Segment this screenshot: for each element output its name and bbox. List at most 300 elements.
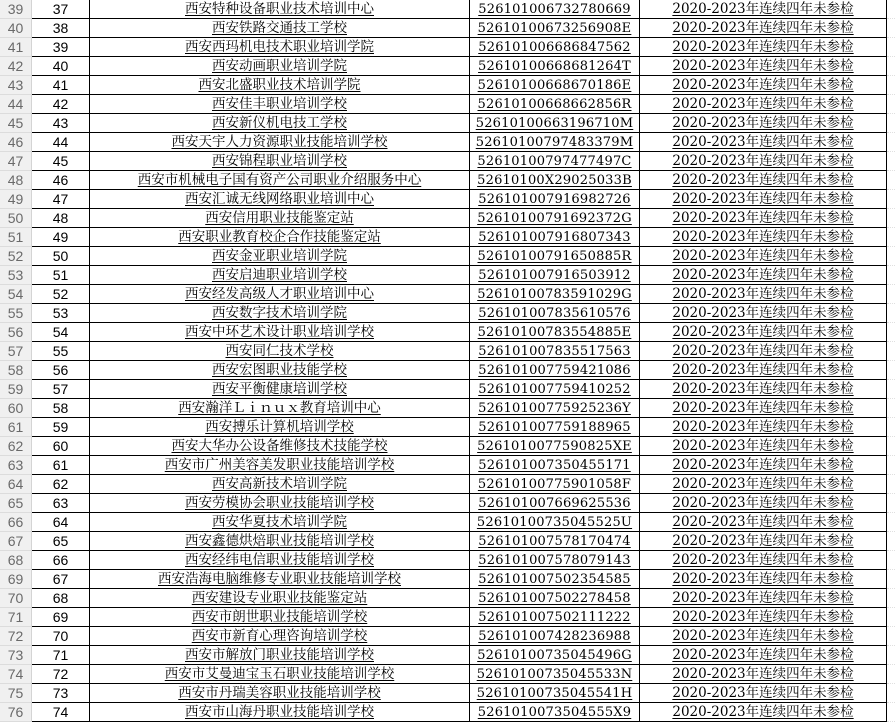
row-header[interactable]: 39: [0, 0, 32, 19]
status-text: 2020-2023年连续四年未参检: [672, 134, 854, 150]
org-name-text: 西安汇诚无线网络职业培训中心: [185, 191, 374, 207]
status-cell[interactable]: [640, 76, 887, 95]
status-cell[interactable]: [640, 380, 887, 399]
credit-code-text: 526101007759421086: [478, 363, 631, 378]
seq-cell[interactable]: 63: [32, 494, 90, 513]
credit-code-text: 52610100673256908E: [477, 21, 632, 36]
empty-cell[interactable]: [887, 95, 895, 114]
credit-code-cell[interactable]: [470, 76, 640, 95]
org-name-cell[interactable]: [90, 76, 470, 95]
status-cell[interactable]: [640, 38, 887, 57]
row-header[interactable]: 61: [0, 418, 32, 437]
table-row: [0, 19, 895, 38]
seq-cell[interactable]: 47: [32, 190, 90, 209]
row-header[interactable]: 76: [0, 703, 32, 722]
status-cell[interactable]: [640, 684, 887, 703]
empty-cell[interactable]: [887, 570, 895, 589]
credit-code-cell[interactable]: [470, 418, 640, 437]
credit-code-text: 526101006732780669: [478, 2, 631, 17]
credit-code-text: 526101007578079143: [478, 553, 631, 568]
seq-cell[interactable]: 64: [32, 513, 90, 532]
org-name-text: 西安高新技术培训学院: [212, 476, 347, 492]
seq-cell[interactable]: 72: [32, 665, 90, 684]
status-cell[interactable]: [640, 247, 887, 266]
seq-cell[interactable]: 44: [32, 133, 90, 152]
seq-cell[interactable]: 37: [32, 0, 90, 19]
status-cell[interactable]: [640, 342, 887, 361]
status-cell[interactable]: [640, 570, 887, 589]
empty-cell[interactable]: [887, 342, 895, 361]
row-header[interactable]: 65: [0, 494, 32, 513]
row-header[interactable]: 64: [0, 475, 32, 494]
org-name-cell[interactable]: [90, 437, 470, 456]
empty-cell[interactable]: [887, 627, 895, 646]
table-row: [0, 494, 895, 513]
credit-code-text: 526101007835517563: [478, 344, 631, 359]
empty-cell[interactable]: [887, 323, 895, 342]
org-name-cell[interactable]: [90, 114, 470, 133]
table-row: [0, 323, 895, 342]
status-cell[interactable]: [640, 437, 887, 456]
empty-cell[interactable]: [887, 380, 895, 399]
credit-code-text: 52610100735045533N: [476, 667, 633, 682]
org-name-cell[interactable]: [90, 551, 470, 570]
seq-cell[interactable]: 57: [32, 380, 90, 399]
status-cell[interactable]: [640, 456, 887, 475]
credit-code-text: 52610100783554885E: [477, 325, 632, 340]
org-name-cell[interactable]: [90, 570, 470, 589]
row-header[interactable]: 69: [0, 570, 32, 589]
org-name-cell[interactable]: [90, 703, 470, 722]
seq-cell[interactable]: 56: [32, 361, 90, 380]
row-header[interactable]: 59: [0, 380, 32, 399]
org-name-text: 西安同仁技术学校: [225, 343, 334, 359]
credit-code-cell[interactable]: [470, 323, 640, 342]
row-header[interactable]: 40: [0, 19, 32, 38]
table-row: [0, 589, 895, 608]
row-header[interactable]: 44: [0, 95, 32, 114]
org-name-cell[interactable]: [90, 0, 470, 19]
empty-cell[interactable]: [887, 228, 895, 247]
row-header[interactable]: 72: [0, 627, 32, 646]
seq-cell[interactable]: 69: [32, 608, 90, 627]
org-name-text: 西安大华办公设备维修技术技能学校: [171, 438, 388, 454]
row-header[interactable]: 42: [0, 57, 32, 76]
seq-cell[interactable]: 59: [32, 418, 90, 437]
seq-cell[interactable]: 51: [32, 266, 90, 285]
empty-cell[interactable]: [887, 0, 895, 19]
seq-cell[interactable]: 45: [32, 152, 90, 171]
credit-code-cell[interactable]: [470, 513, 640, 532]
seq-cell[interactable]: 43: [32, 114, 90, 133]
empty-cell[interactable]: [887, 361, 895, 380]
org-name-cell[interactable]: [90, 361, 470, 380]
status-cell[interactable]: [640, 266, 887, 285]
org-name-cell[interactable]: [90, 532, 470, 551]
status-cell[interactable]: [640, 513, 887, 532]
status-cell[interactable]: [640, 19, 887, 38]
credit-code-cell[interactable]: [470, 342, 640, 361]
seq-cell[interactable]: 74: [32, 703, 90, 722]
empty-cell[interactable]: [887, 399, 895, 418]
empty-cell[interactable]: [887, 475, 895, 494]
seq-cell[interactable]: 40: [32, 57, 90, 76]
row-header[interactable]: 49: [0, 190, 32, 209]
row-header[interactable]: 55: [0, 304, 32, 323]
status-cell[interactable]: [640, 532, 887, 551]
empty-cell[interactable]: [887, 551, 895, 570]
org-name-text: 西安经纬电信职业技能培训学校: [185, 552, 374, 568]
empty-cell[interactable]: [887, 209, 895, 228]
table-row: [0, 114, 895, 133]
empty-cell[interactable]: [887, 247, 895, 266]
org-name-cell[interactable]: [90, 304, 470, 323]
empty-cell[interactable]: [887, 646, 895, 665]
credit-code-cell[interactable]: [470, 532, 640, 551]
empty-cell[interactable]: [887, 266, 895, 285]
org-name-cell[interactable]: [90, 494, 470, 513]
status-cell[interactable]: [640, 190, 887, 209]
org-name-cell[interactable]: [90, 266, 470, 285]
credit-code-cell[interactable]: [470, 95, 640, 114]
seq-cell[interactable]: 46: [32, 171, 90, 190]
row-header[interactable]: 56: [0, 323, 32, 342]
status-text: 2020-2023年连续四年未参检: [672, 286, 854, 302]
seq-cell[interactable]: 60: [32, 437, 90, 456]
org-name-text: 西安启迪职业培训学校: [212, 267, 347, 283]
seq-cell[interactable]: 52: [32, 285, 90, 304]
row-header[interactable]: 48: [0, 171, 32, 190]
credit-code-cell[interactable]: [470, 380, 640, 399]
credit-code-cell[interactable]: [470, 171, 640, 190]
empty-cell[interactable]: [887, 513, 895, 532]
credit-code-cell[interactable]: [470, 266, 640, 285]
credit-code-cell[interactable]: [470, 361, 640, 380]
seq-cell[interactable]: 38: [32, 19, 90, 38]
status-cell[interactable]: [640, 171, 887, 190]
seq-cell[interactable]: 61: [32, 456, 90, 475]
status-cell[interactable]: [640, 418, 887, 437]
table-row: [0, 570, 895, 589]
status-cell[interactable]: [640, 646, 887, 665]
table-row: [0, 513, 895, 532]
status-text: 2020-2023年连续四年未参检: [672, 476, 854, 492]
credit-code-cell[interactable]: [470, 57, 640, 76]
status-text: 2020-2023年连续四年未参检: [672, 58, 854, 74]
org-name-cell[interactable]: [90, 342, 470, 361]
org-name-text: 西安特种设备职业技术培训中心: [185, 1, 374, 17]
org-name-text: 西安搏乐计算机培训学校: [205, 419, 354, 435]
seq-cell[interactable]: 62: [32, 475, 90, 494]
org-name-cell[interactable]: [90, 152, 470, 171]
credit-code-text: 526101006686847562: [478, 40, 631, 55]
status-cell[interactable]: [640, 608, 887, 627]
row-header[interactable]: 60: [0, 399, 32, 418]
org-name-cell[interactable]: [90, 684, 470, 703]
credit-code-text: 52610100735045541H: [476, 686, 633, 701]
empty-cell[interactable]: [887, 285, 895, 304]
credit-code-cell[interactable]: [470, 133, 640, 152]
status-cell[interactable]: [640, 551, 887, 570]
row-header[interactable]: 67: [0, 532, 32, 551]
org-name-text: 西安西玛机电技术职业培训学院: [185, 39, 374, 55]
status-cell[interactable]: [640, 361, 887, 380]
credit-code-text: 52610100791692372G: [477, 211, 632, 226]
seq-cell[interactable]: 73: [32, 684, 90, 703]
org-name-cell[interactable]: [90, 665, 470, 684]
org-name-text: 西安经发高级人才职业培训中心: [185, 286, 374, 302]
credit-code-text: 52610100663196710M: [475, 116, 634, 131]
credit-code-cell[interactable]: [470, 475, 640, 494]
empty-cell[interactable]: [887, 532, 895, 551]
empty-cell[interactable]: [887, 684, 895, 703]
empty-cell[interactable]: [887, 57, 895, 76]
credit-code-cell[interactable]: [470, 627, 640, 646]
credit-code-cell[interactable]: [470, 646, 640, 665]
empty-cell[interactable]: [887, 152, 895, 171]
row-header[interactable]: 53: [0, 266, 32, 285]
credit-code-cell[interactable]: [470, 190, 640, 209]
seq-cell[interactable]: 48: [32, 209, 90, 228]
seq-cell[interactable]: 39: [32, 38, 90, 57]
org-name-cell[interactable]: [90, 627, 470, 646]
org-name-text: 西安建设专业职业技能鉴定站: [191, 590, 368, 606]
credit-code-cell[interactable]: [470, 285, 640, 304]
org-name-text: 西安北盛职业技术培训学院: [198, 77, 361, 93]
empty-cell[interactable]: [887, 589, 895, 608]
table-row: [0, 608, 895, 627]
org-name-cell[interactable]: [90, 19, 470, 38]
status-cell[interactable]: [640, 399, 887, 418]
row-header[interactable]: 41: [0, 38, 32, 57]
org-name-cell[interactable]: [90, 456, 470, 475]
org-name-cell[interactable]: [90, 247, 470, 266]
empty-cell[interactable]: [887, 190, 895, 209]
credit-code-cell[interactable]: [470, 570, 640, 589]
status-cell[interactable]: [640, 95, 887, 114]
row-header[interactable]: 74: [0, 665, 32, 684]
credit-code-cell[interactable]: [470, 608, 640, 627]
empty-cell[interactable]: [887, 703, 895, 722]
row-header[interactable]: 62: [0, 437, 32, 456]
credit-code-cell[interactable]: [470, 114, 640, 133]
org-name-cell[interactable]: [90, 608, 470, 627]
seq-cell[interactable]: 50: [32, 247, 90, 266]
org-name-cell[interactable]: [90, 209, 470, 228]
credit-code-text: 52610100783591029G: [477, 287, 632, 302]
org-name-cell[interactable]: [90, 475, 470, 494]
credit-code-cell[interactable]: [470, 19, 640, 38]
credit-code-cell[interactable]: [470, 38, 640, 57]
credit-code-cell[interactable]: [470, 209, 640, 228]
table-row: [0, 437, 895, 456]
credit-code-cell[interactable]: [470, 494, 640, 513]
empty-cell[interactable]: [887, 608, 895, 627]
credit-code-cell[interactable]: [470, 228, 640, 247]
status-cell[interactable]: [640, 209, 887, 228]
status-text: 2020-2023年连续四年未参检: [672, 324, 854, 340]
seq-cell[interactable]: 67: [32, 570, 90, 589]
seq-cell[interactable]: 70: [32, 627, 90, 646]
status-cell[interactable]: [640, 494, 887, 513]
status-cell[interactable]: [640, 57, 887, 76]
org-name-cell[interactable]: [90, 513, 470, 532]
row-header[interactable]: 75: [0, 684, 32, 703]
table-row: [0, 703, 895, 722]
status-text: 2020-2023年连续四年未参检: [672, 77, 854, 93]
credit-code-text: 526101007502111222: [478, 610, 631, 625]
org-name-cell[interactable]: [90, 190, 470, 209]
status-text: 2020-2023年连续四年未参检: [672, 1, 854, 17]
table-row: [0, 665, 895, 684]
row-header[interactable]: 45: [0, 114, 32, 133]
empty-cell[interactable]: [887, 19, 895, 38]
empty-cell[interactable]: [887, 437, 895, 456]
seq-cell[interactable]: 68: [32, 589, 90, 608]
status-text: 2020-2023年连续四年未参检: [672, 533, 854, 549]
status-text: 2020-2023年连续四年未参检: [672, 666, 854, 682]
credit-code-cell[interactable]: [470, 247, 640, 266]
status-text: 2020-2023年连续四年未参检: [672, 172, 854, 188]
row-header[interactable]: 57: [0, 342, 32, 361]
seq-cell[interactable]: 54: [32, 323, 90, 342]
org-name-text: 西安新仪机电技工学校: [212, 115, 347, 131]
credit-code-text: 526101007578170474: [478, 534, 631, 549]
credit-code-text: 526101007835610576: [478, 306, 631, 321]
empty-cell[interactable]: [887, 418, 895, 437]
status-text: 2020-2023年连续四年未参检: [672, 210, 854, 226]
credit-code-cell[interactable]: [470, 304, 640, 323]
status-cell[interactable]: [640, 304, 887, 323]
status-cell[interactable]: [640, 323, 887, 342]
empty-cell[interactable]: [887, 38, 895, 57]
org-name-cell[interactable]: [90, 323, 470, 342]
credit-code-cell[interactable]: [470, 399, 640, 418]
status-cell[interactable]: [640, 114, 887, 133]
empty-cell[interactable]: [887, 76, 895, 95]
org-name-cell[interactable]: [90, 418, 470, 437]
credit-code-text: 52610100775925236Y: [478, 401, 631, 416]
org-name-cell[interactable]: [90, 399, 470, 418]
empty-cell[interactable]: [887, 133, 895, 152]
credit-code-cell[interactable]: [470, 551, 640, 570]
table-row: [0, 475, 895, 494]
status-text: 2020-2023年连续四年未参检: [672, 229, 854, 245]
org-name-cell[interactable]: [90, 589, 470, 608]
row-header[interactable]: 63: [0, 456, 32, 475]
table-row: [0, 209, 895, 228]
row-header[interactable]: 71: [0, 608, 32, 627]
status-cell[interactable]: [640, 475, 887, 494]
empty-cell[interactable]: [887, 171, 895, 190]
credit-code-cell[interactable]: [470, 684, 640, 703]
status-text: 2020-2023年连续四年未参检: [672, 400, 854, 416]
credit-code-cell[interactable]: [470, 589, 640, 608]
empty-cell[interactable]: [887, 665, 895, 684]
org-name-cell[interactable]: [90, 38, 470, 57]
seq-cell[interactable]: 53: [32, 304, 90, 323]
seq-cell[interactable]: 42: [32, 95, 90, 114]
row-header[interactable]: 50: [0, 209, 32, 228]
row-header[interactable]: 58: [0, 361, 32, 380]
status-text: 2020-2023年连续四年未参检: [672, 115, 854, 131]
row-header[interactable]: 70: [0, 589, 32, 608]
seq-cell[interactable]: 55: [32, 342, 90, 361]
empty-cell[interactable]: [887, 114, 895, 133]
org-name-cell[interactable]: [90, 171, 470, 190]
status-text: 2020-2023年连续四年未参检: [672, 248, 854, 264]
org-name-cell[interactable]: [90, 57, 470, 76]
table-row: [0, 532, 895, 551]
status-cell[interactable]: [640, 152, 887, 171]
status-cell[interactable]: [640, 589, 887, 608]
org-name-cell[interactable]: [90, 133, 470, 152]
row-header[interactable]: 52: [0, 247, 32, 266]
org-name-cell[interactable]: [90, 228, 470, 247]
org-name-cell[interactable]: [90, 285, 470, 304]
status-cell[interactable]: [640, 703, 887, 722]
status-cell[interactable]: [640, 665, 887, 684]
status-cell[interactable]: [640, 627, 887, 646]
org-name-text: 西安市朗世职业技能培训学校: [191, 609, 368, 625]
org-name-text: 西安瀚洋Ｌｉｎｕｘ教育培训中心: [178, 400, 381, 416]
table-row: [0, 190, 895, 209]
org-name-text: 西安市广州美容美发职业技能培训学校: [164, 457, 395, 473]
status-cell[interactable]: [640, 228, 887, 247]
table-row: [0, 551, 895, 570]
seq-cell[interactable]: 66: [32, 551, 90, 570]
row-header[interactable]: 47: [0, 152, 32, 171]
status-cell[interactable]: [640, 133, 887, 152]
row-header[interactable]: 73: [0, 646, 32, 665]
org-name-cell[interactable]: [90, 380, 470, 399]
row-header[interactable]: 51: [0, 228, 32, 247]
empty-cell[interactable]: [887, 494, 895, 513]
seq-cell[interactable]: 49: [32, 228, 90, 247]
status-text: 2020-2023年连续四年未参检: [672, 647, 854, 663]
seq-cell[interactable]: 71: [32, 646, 90, 665]
credit-code-text: 526101007350455171: [478, 458, 631, 473]
seq-cell[interactable]: 58: [32, 399, 90, 418]
status-text: 2020-2023年连续四年未参检: [672, 305, 854, 321]
org-name-text: 西安金亚职业培训学院: [212, 248, 347, 264]
credit-code-cell[interactable]: [470, 703, 640, 722]
row-header[interactable]: 66: [0, 513, 32, 532]
row-header[interactable]: 54: [0, 285, 32, 304]
status-text: 2020-2023年连续四年未参检: [672, 267, 854, 283]
row-header[interactable]: 46: [0, 133, 32, 152]
status-text: 2020-2023年连续四年未参检: [672, 571, 854, 587]
credit-code-cell[interactable]: [470, 437, 640, 456]
credit-code-cell[interactable]: [470, 456, 640, 475]
credit-code-cell[interactable]: [470, 0, 640, 19]
status-cell[interactable]: [640, 285, 887, 304]
table-row: [0, 0, 895, 19]
org-name-cell[interactable]: [90, 646, 470, 665]
credit-code-cell[interactable]: [470, 152, 640, 171]
org-name-text: 西安数字技术培训学院: [212, 305, 347, 321]
seq-cell[interactable]: 65: [32, 532, 90, 551]
org-name-text: 西安信用职业技能鉴定站: [205, 210, 354, 226]
org-name-cell[interactable]: [90, 95, 470, 114]
empty-cell[interactable]: [887, 456, 895, 475]
credit-code-cell[interactable]: [470, 665, 640, 684]
row-header[interactable]: 68: [0, 551, 32, 570]
status-cell[interactable]: [640, 0, 887, 19]
row-header[interactable]: 43: [0, 76, 32, 95]
empty-cell[interactable]: [887, 304, 895, 323]
seq-cell[interactable]: 41: [32, 76, 90, 95]
